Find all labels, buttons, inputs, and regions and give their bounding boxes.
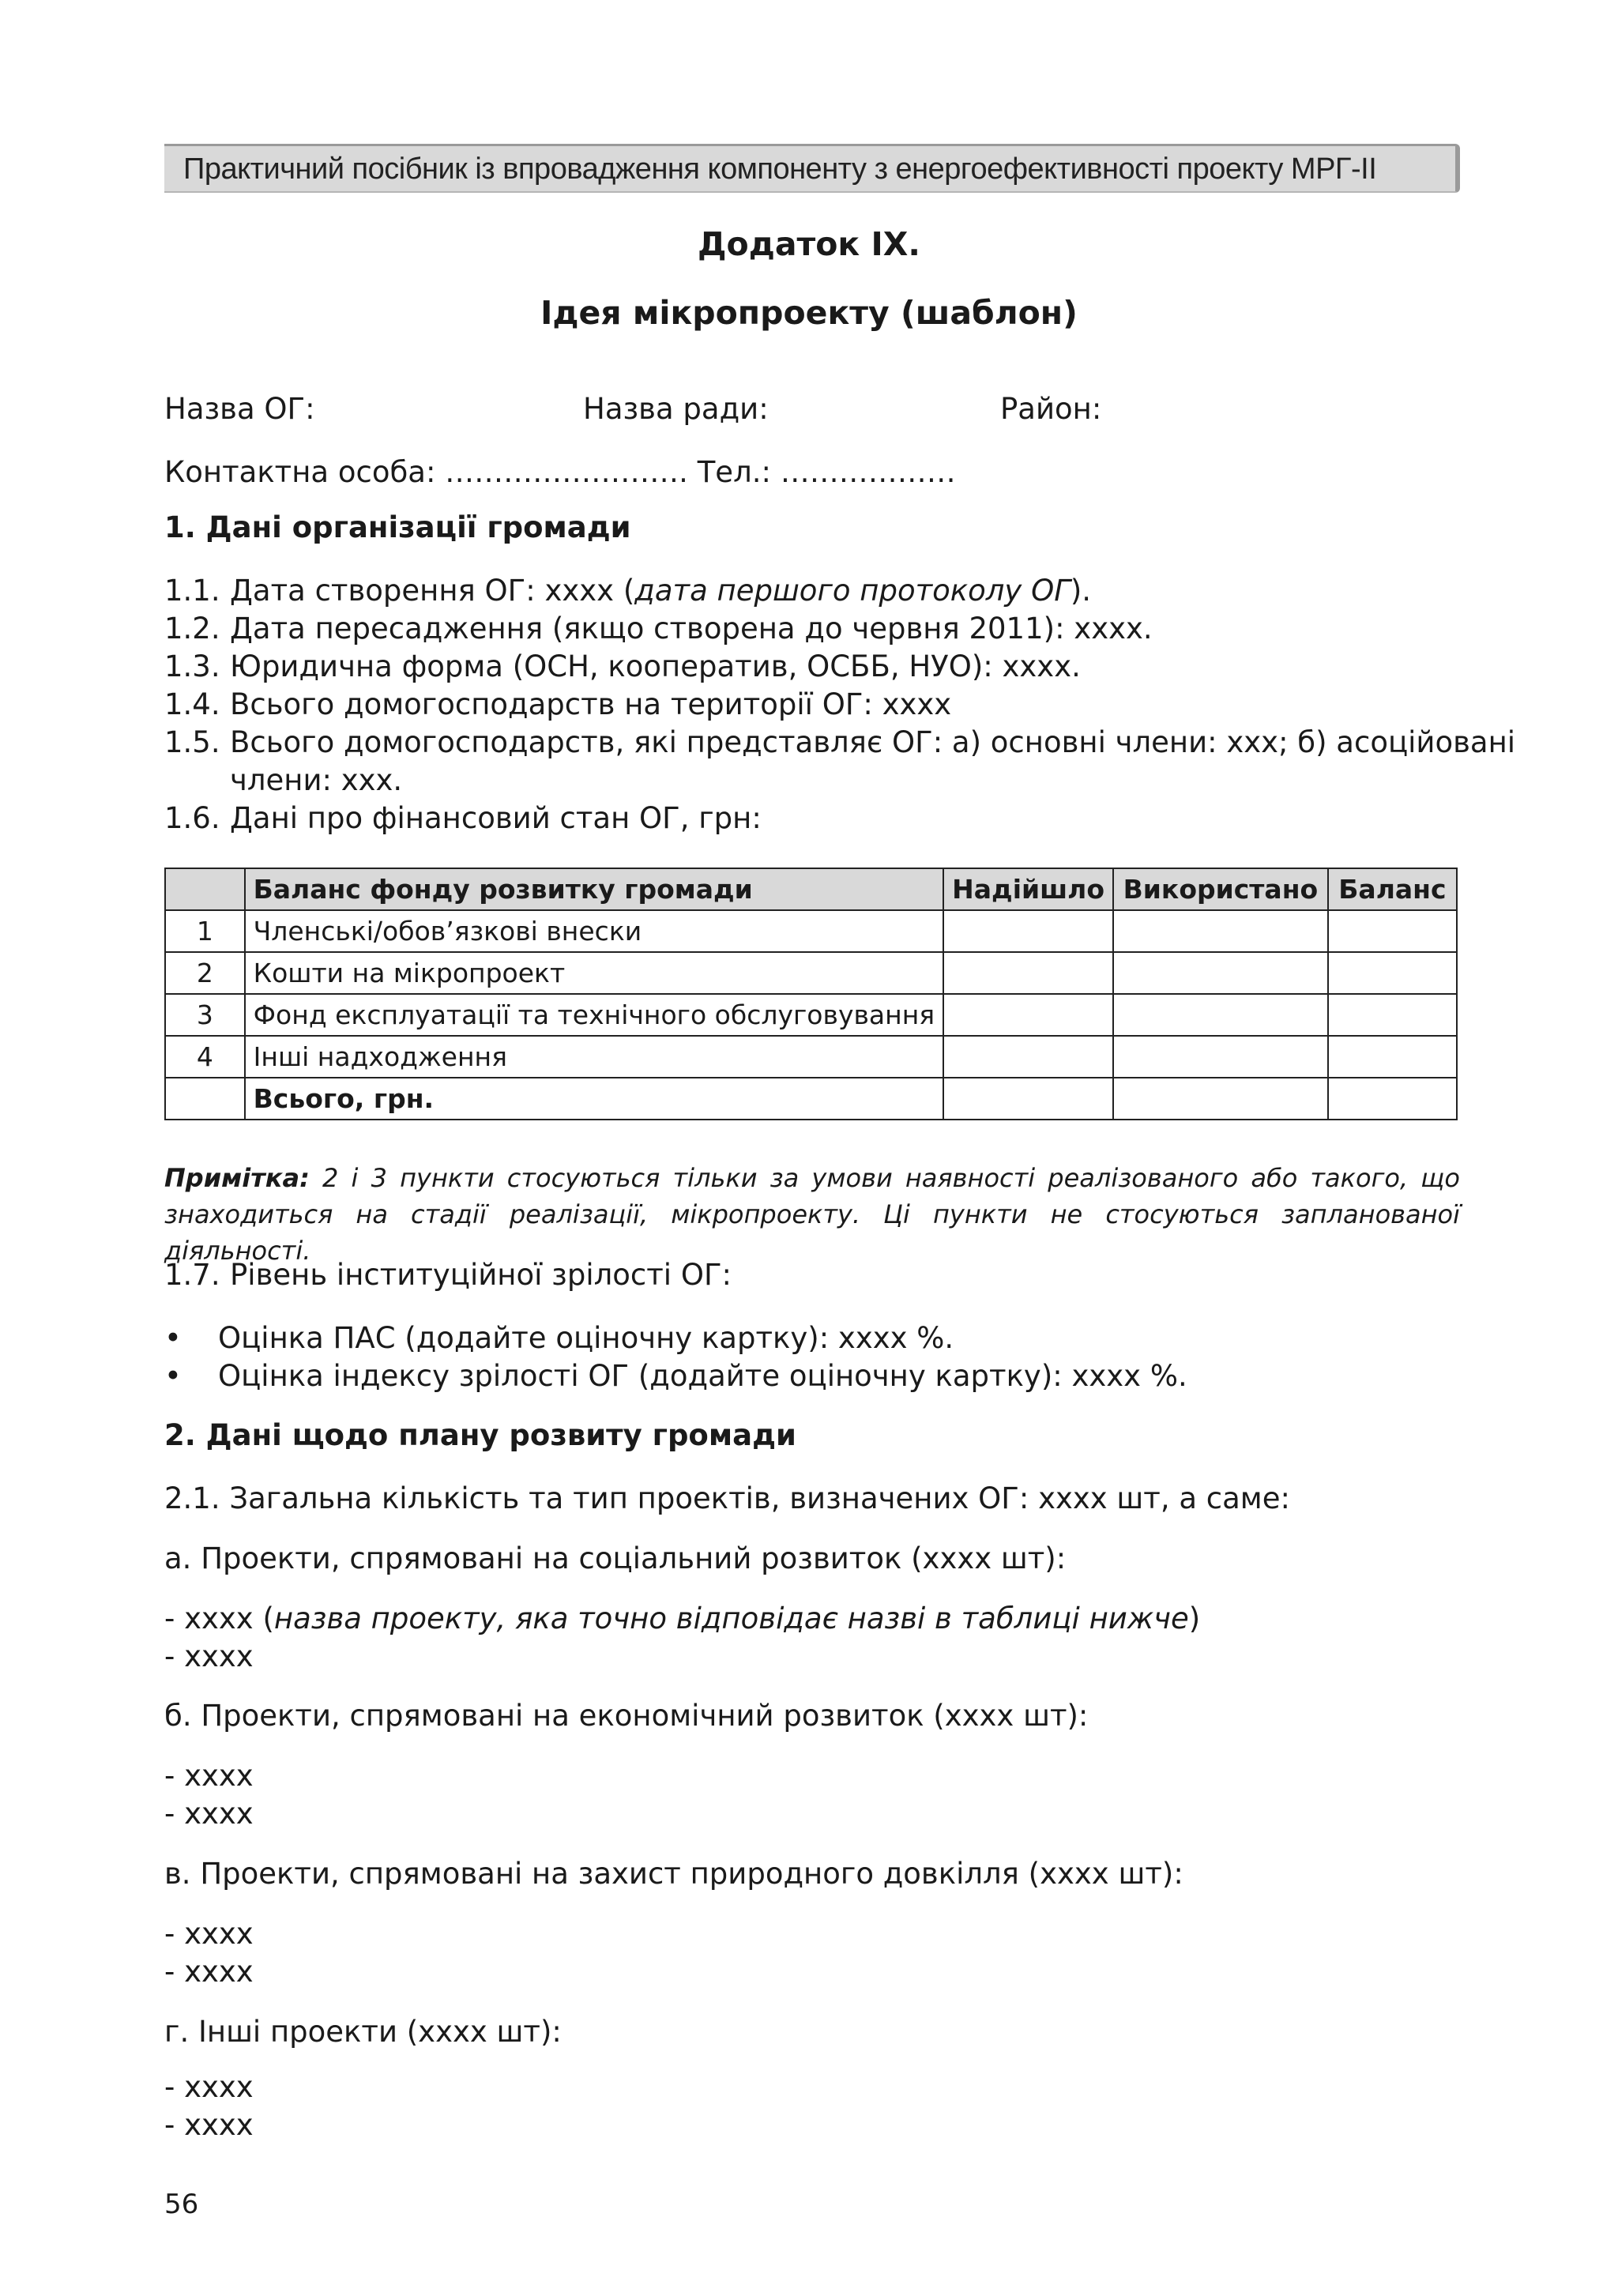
council-name-label: Назва ради: bbox=[583, 392, 769, 426]
table-header-cell: Баланс bbox=[1328, 868, 1457, 910]
empty-cell bbox=[165, 1078, 245, 1120]
item-text: Всього домогосподарств на території ОГ: хххх bbox=[230, 687, 952, 721]
section1-heading: 1. Дані організації громади bbox=[164, 510, 631, 544]
empty-cell bbox=[1328, 910, 1457, 952]
empty-cell bbox=[1113, 1036, 1328, 1078]
other-project-line: - хххх bbox=[164, 2070, 254, 2104]
item-number: 1.7. bbox=[164, 1258, 220, 1292]
bullet-text: Оцінка ПАС (додайте оціночну картку): хххх %. bbox=[218, 1321, 954, 1355]
item-italic-text: дата першого протоколу ОГ bbox=[634, 574, 1071, 608]
economic-projects-heading: б. Проекти, спрямовані на економічний розвиток (хххх шт): bbox=[164, 1699, 1089, 1733]
page-number: 56 bbox=[164, 2189, 199, 2220]
row-label: Членські/обов’язкові внески bbox=[245, 910, 944, 952]
empty-cell bbox=[1328, 952, 1457, 994]
item-text: Юридична форма (ОСН, кооператив, ОСББ, НУО): хххх. bbox=[230, 649, 1081, 683]
og-name-label: Назва ОГ: bbox=[164, 392, 315, 426]
total-label: Всього, грн. bbox=[245, 1078, 944, 1120]
bullet-glyph: • bbox=[164, 1321, 182, 1355]
row-number: 4 bbox=[165, 1036, 245, 1078]
item-1-1 bbox=[164, 574, 1091, 608]
district-label: Район: bbox=[1000, 392, 1102, 426]
empty-cell bbox=[1328, 1078, 1457, 1120]
item-number: 1.3. bbox=[164, 649, 220, 683]
table-note bbox=[164, 1160, 1460, 1269]
empty-cell bbox=[1113, 994, 1328, 1036]
table-header-cell: Використано bbox=[1113, 868, 1328, 910]
empty-cell bbox=[1328, 1036, 1457, 1078]
item-1-3 bbox=[164, 649, 1081, 683]
item-text: Дата пересадження (якщо створена до червня 2011): хххх. bbox=[230, 612, 1153, 646]
item-2-1: 2.1. Загальна кількість та тип проектів, визначених ОГ: хххх шт, а саме: bbox=[164, 1481, 1290, 1515]
table-header-cell: Надійшло bbox=[943, 868, 1113, 910]
social-projects-heading: а. Проекти, спрямовані на соціальний розвиток (хххх шт): bbox=[164, 1541, 1067, 1575]
economic-project-line: - хххх bbox=[164, 1797, 254, 1831]
table-total-row bbox=[165, 1078, 1457, 1120]
environment-projects-heading: в. Проекти, спрямовані на захист природного довкілля (хххх шт): bbox=[164, 1857, 1183, 1891]
bullet-text: Оцінка індексу зрілості ОГ (додайте оціночну картку): хххх %. bbox=[218, 1359, 1187, 1393]
item-text: Всього домогосподарств, які представляє ОГ: а) основні члени: ххх; б) асоційовані bbox=[230, 725, 1516, 759]
bullet-item bbox=[164, 1321, 954, 1355]
empty-cell bbox=[1328, 994, 1457, 1036]
note-label: Примітка: bbox=[164, 1163, 310, 1193]
line-prefix: - хххх ( bbox=[164, 1602, 274, 1635]
item-number: 1.1. bbox=[164, 574, 220, 608]
table-row bbox=[165, 952, 1457, 994]
empty-cell bbox=[943, 994, 1113, 1036]
item-1-6 bbox=[164, 801, 762, 835]
item-1-5 bbox=[164, 725, 1515, 759]
environment-project-line: - хххх bbox=[164, 1955, 254, 1989]
social-project-line: - хххх bbox=[164, 1639, 254, 1673]
bullet-glyph: • bbox=[164, 1359, 182, 1393]
item-text: Дата створення ОГ: хххх ( bbox=[230, 574, 635, 608]
table-header-cell bbox=[165, 868, 245, 910]
economic-project-line: - хххх bbox=[164, 1759, 254, 1793]
row-label: Фонд експлуатації та технічного обслуговування bbox=[245, 994, 944, 1036]
table-header-cell: Баланс фонду розвитку громади bbox=[245, 868, 944, 910]
item-number: 1.4. bbox=[164, 687, 220, 721]
item-number: 1.5. bbox=[164, 725, 220, 759]
running-header: Практичний посібник із впровадження компоненту з енергоефективності проекту МРГ-ІІ bbox=[164, 144, 1460, 193]
item-1-2 bbox=[164, 612, 1153, 646]
item-number: 1.2. bbox=[164, 612, 220, 646]
row-label: Інші надходження bbox=[245, 1036, 944, 1078]
item-text: Рівень інституційної зрілості ОГ: bbox=[230, 1258, 732, 1292]
empty-cell bbox=[943, 1078, 1113, 1120]
table-header-row bbox=[165, 868, 1457, 910]
empty-cell bbox=[1113, 952, 1328, 994]
section2-heading: 2. Дані щодо плану розвиту громади bbox=[164, 1418, 796, 1452]
item-text: Дані про фінансовий стан ОГ, грн: bbox=[230, 801, 762, 835]
item-1-4 bbox=[164, 687, 951, 721]
environment-project-line: - хххх bbox=[164, 1917, 254, 1951]
social-project-line bbox=[164, 1602, 1200, 1635]
table-row bbox=[165, 994, 1457, 1036]
document-subtitle: Ідея мікропроекту (шаблон) bbox=[540, 294, 1078, 332]
line-suffix: ) bbox=[1188, 1602, 1201, 1635]
line-italic: назва проекту, яка точно відповідає назві в таблиці нижче bbox=[273, 1602, 1189, 1635]
row-label: Кошти на мікропроект bbox=[245, 952, 944, 994]
row-number: 2 bbox=[165, 952, 245, 994]
other-projects-heading: г. Інші проекти (хххх шт): bbox=[164, 2015, 562, 2049]
empty-cell bbox=[943, 952, 1113, 994]
empty-cell bbox=[943, 910, 1113, 952]
note-text: 2 і 3 пункти стосуються тільки за умови наявності реалізованого або такого, що знаходиться на стадії реалізації, мікропроекту. Ці пункти не стосуються запланованої діяльності. bbox=[164, 1163, 1460, 1266]
empty-cell bbox=[1113, 1078, 1328, 1120]
fund-balance-table bbox=[164, 868, 1458, 1120]
other-project-line: - хххх bbox=[164, 2108, 254, 2142]
item-1-7 bbox=[164, 1258, 732, 1292]
row-number: 3 bbox=[165, 994, 245, 1036]
empty-cell bbox=[1113, 910, 1328, 952]
table-row bbox=[165, 1036, 1457, 1078]
appendix-title: Додаток IX. bbox=[698, 225, 920, 263]
empty-cell bbox=[943, 1036, 1113, 1078]
bullet-item bbox=[164, 1359, 1187, 1393]
item-text-end: ). bbox=[1070, 574, 1092, 608]
item-number: 1.6. bbox=[164, 801, 220, 835]
row-number: 1 bbox=[165, 910, 245, 952]
contact-line: Контактна особа: ……………………. Тел.: ……………… bbox=[164, 455, 956, 489]
table-row bbox=[165, 910, 1457, 952]
item-1-5-continuation: члени: ххх. bbox=[230, 763, 403, 797]
